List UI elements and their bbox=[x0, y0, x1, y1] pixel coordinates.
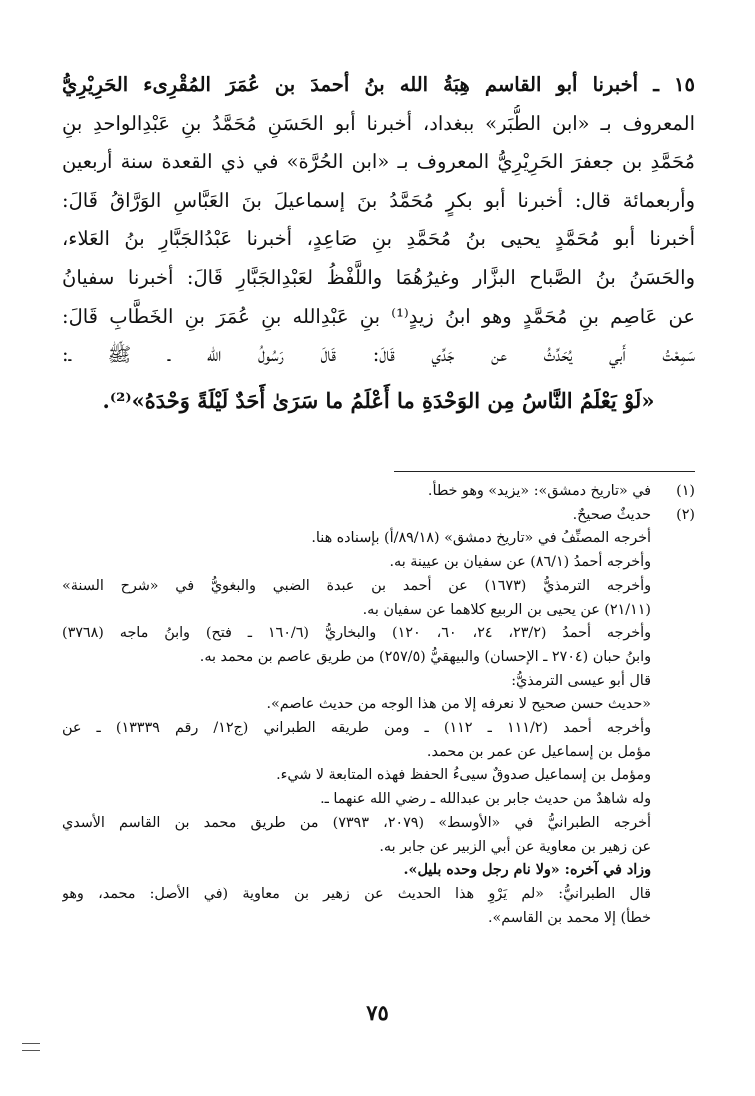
text-line: أخبرنا أبو مُحَمَّدٍ يحيى بنُ مُحَمَّدِ بنِ صَاعِدٍ، أخبرنا عَبْدُالجَبَّارِ بنُ العَلاء، bbox=[62, 227, 695, 251]
footnote-line: مؤمل بن إسماعيل عن عمر بن محمد. bbox=[426, 743, 651, 760]
footnote-line: وأخرجه أحمد (١١١/٢ ـ ١١٢) ـ ومن طريقه الطبراني (ج١٢/ رقم ١٣٣٣٩) ـ عن bbox=[62, 720, 651, 737]
footnote-line: وله شاهدٌ من حديث جابر بن عبدالله ـ رضي الله عنهما ـ. bbox=[320, 791, 651, 808]
hadith-text: «لَوْ يَعْلَمُ النَّاسُ مِن الوَحْدَةِ ما أَعْلَمُ ما سَرَىٰ أَحَدٌ لَيْلَةً وَحْدَهُ»⁽²⁾. bbox=[102, 387, 655, 413]
text-line: عن عَاصِم بنِ مُحَمَّدٍ وهو ابنُ زيدٍ⁽¹⁾ بنِ عَبْدِالله بنِ عُمَرَ بنِ الخَطَّابِ قَالَ: bbox=[62, 304, 695, 328]
footnote-text: في «تاريخ دمشق»: «يزيد» وهو خطأ. bbox=[427, 483, 651, 499]
text-line: المعروف بـ «ابن الطُّبَر» ببغداد، أخبرنا أبو الحَسَنِ مُحَمَّدُ بنِ عَبْدِالواحدِ بنِ bbox=[62, 111, 695, 135]
page-number: ٧٥ bbox=[366, 1000, 389, 1025]
main-text-block bbox=[62, 66, 695, 421]
footnote-line: وزاد في آخره: «ولا نام رجل وحده بليل». bbox=[403, 862, 651, 879]
footnote-line: وأخرجه أحمدُ (٨٦/١) عن سفيان بن عيينة به. bbox=[389, 554, 651, 571]
footnote-line: عن زهير بن معاوية عن أبي الزبير عن جابر به. bbox=[379, 838, 651, 855]
footnote-line: ومؤمل بن إسماعيل صدوقٌ سيىءُ الحفظ فهذه المتابعة لا شيء. bbox=[276, 767, 651, 784]
footnote-line: وابنُ حبان (٢٧٠٤ ـ الإحسان) والبيهقيُّ (٢٥٧/٥) من طريق عاصم بن محمد به. bbox=[199, 648, 651, 665]
footnote-line: أخرجه المصنِّفُ في «تاريخ دمشق» (٨٩/١٨/أ) بإسناده هنا. bbox=[311, 530, 651, 547]
hadith-chain-paragraph bbox=[62, 66, 695, 375]
footnote-number: (٢) bbox=[676, 506, 695, 523]
text-line: وأربعمائة قال: أخبرنا أبو بكرٍ مُحَمَّدُ بنَ إسماعيلَ بنَ العَبَّاسِ الوَرَّاقُ قَالَ: bbox=[62, 188, 695, 212]
footnotes bbox=[62, 480, 695, 930]
footnote-line: وأخرجه الترمذيُّ (١٦٧٣) عن أحمد بن عبدة الضبي والبغويُّ في «شرح السنة» bbox=[62, 577, 651, 594]
footnote-line: أخرجه الطبرانيُّ في «الأوسط» (٢٠٧٩، ٧٣٩٣) من طريق محمد بن القاسم الأسدي bbox=[62, 814, 651, 831]
footnote-divider bbox=[394, 471, 695, 472]
footnote-1 bbox=[62, 480, 695, 504]
footnote-line: قال أبو عيسى الترمذيُّ: bbox=[511, 672, 651, 689]
footnote-text: حديثٌ صحيحٌ. bbox=[572, 506, 651, 523]
footnote-line: وأخرجه أحمدُ (٢٣/٢، ٢٤، ٦٠، ١٢٠) والبخاريُّ (١٦٠/٦ ـ فتح) وابنُ ماجه (٣٧٦٨) bbox=[62, 625, 651, 642]
footnote-line: (٢١/١١) عن يحيى بن الربيع كلاهما عن سفيان به. bbox=[362, 601, 651, 618]
text-line: مُحَمَّدِ بن جعفرَ الحَرِيْرِيُّ المعروف بـ «ابن الحُرَّة» في ذي القعدة سنة أربعين bbox=[62, 150, 695, 174]
footnote-number: (١) bbox=[676, 483, 695, 499]
text-line: ١٥ ـ أخبرنا أبو القاسم هِبَةُ الله بنُ أحمدَ بن عُمَرَ المُقْرِىء الحَرِيْرِيُّ bbox=[62, 73, 695, 96]
text-line: سَمِعْتُ أَبي يُحَدِّثُ عن جَدِّي قَالَ: قَالَ رَسُولُ الله ـ ﷺ ـ: bbox=[62, 343, 695, 367]
footnote-line: «حديث حسن صحيح لا نعرفه إلا من هذا الوجه من حديث عاصم». bbox=[266, 696, 651, 713]
text-line: والحَسَنُ بنُ الصَّباح البزَّار وغيرُهُمَا واللَّفْظُ لعَبْدِالجَبَّارِ قَالَ: أخبرنا سفيانُ bbox=[62, 265, 695, 289]
footnote-2 bbox=[62, 504, 695, 528]
footnote-2-details bbox=[62, 527, 695, 930]
margin-mark bbox=[22, 1043, 40, 1051]
footnote-line: قال الطبرانيُّ: «لم يَرْوِ هذا الحديث عن زهير بن معاوية (في الأصل: محمد، وهو bbox=[62, 885, 651, 902]
footnote-line: خطأ) إلا محمد بن القاسم». bbox=[487, 909, 651, 926]
